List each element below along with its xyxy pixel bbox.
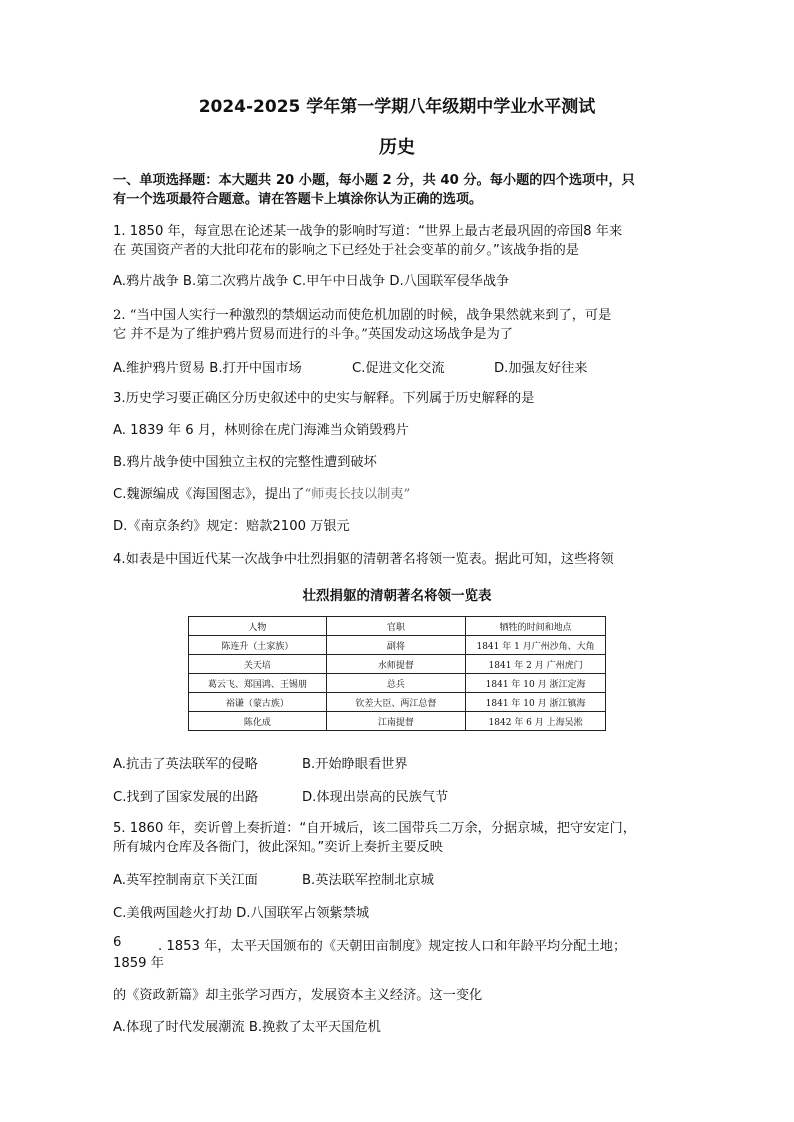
q5-stem-line-1: 5. 1860 年，奕䜣曾上奏折道：“自开城后，该二国带兵二万余，分据京城，把守安定门， <box>113 821 636 836</box>
q3-stem: 3.历史学习要正确区分历史叙述中的史实与解释。下列属于历史解释的是 <box>113 391 535 406</box>
table-cell: 1842 年 6 月 上海吴淞 <box>466 712 606 731</box>
table-cell: 钦差大臣、两江总督 <box>326 693 465 712</box>
q3-option-c-text: C.魏源编成《海国图志》，提出了 <box>113 487 305 502</box>
q4-option-a: A.抗击了英法联军的侵略 <box>113 757 258 772</box>
table-cell: 1841 年 2 月 广州虎门 <box>466 655 606 674</box>
q6-stem-line-1: . 1853 年，太平天国颁布的《天朝田亩制度》规定按人口和年龄平均分配土地； <box>158 939 627 954</box>
section-instructions-line-2: 有一个选项最符合题意。请在答题卡上填涂你认为正确的选项。 <box>113 192 483 207</box>
table-row <box>189 674 606 693</box>
table-cell: 裕谦（蒙古族） <box>189 693 327 712</box>
q2-option-c: C.促进文化交流 <box>352 361 445 376</box>
table-cell: 副将 <box>326 636 465 655</box>
table-cell: 总兵 <box>326 674 465 693</box>
q4-option-b: B.开始睁眼看世界 <box>302 757 408 772</box>
q6-options: A.体现了时代发展潮流 B.挽救了太平天国危机 <box>113 1020 381 1035</box>
exam-title: 2024-2025 学年第一学期八年级期中学业水平测试 <box>198 97 596 117</box>
q4-option-d: D.体现出崇高的民族气节 <box>302 790 449 805</box>
q1-stem-line-1: 1. 1850 年，每宣思在论述某一战争的影响时写道：“世界上最古老最巩固的帝国8 年来 <box>113 224 623 239</box>
table-cell: 陈连升（土家族） <box>189 636 327 655</box>
table-cell: 江南提督 <box>326 712 465 731</box>
table-cell: 陈化成 <box>189 712 327 731</box>
q5-option-b: B.英法联军控制北京城 <box>302 873 434 888</box>
table-header-row <box>189 617 606 636</box>
q3-option-c <box>113 485 698 504</box>
q6-stem-line-2: 1859 年 <box>113 956 164 971</box>
q4-option-c: C.找到了国家发展的出路 <box>113 790 259 805</box>
table-cell: 1841 年 1 月广州沙角、大角 <box>466 636 606 655</box>
q2-stem-line-2: 它 并不是为了维护鸦片贸易而进行的斗争。”英国发动这场战争是为了 <box>113 327 513 342</box>
subject-title: 历史 <box>379 137 415 158</box>
generals-table <box>188 616 606 731</box>
q1-stem-line-2: 在 英国资产者的大批印花布的影响之下已经处于社会变革的前夕。”该战争指的是 <box>113 243 579 258</box>
q3-option-a: A. 1839 年 6 月，林则徐在虎门海滩当众销毁鸦片 <box>113 423 409 438</box>
q6-stem-line-3: 的《资政新篇》却主张学习西方，发展资本主义经济。这一变化 <box>113 988 483 1003</box>
table-row <box>189 712 606 731</box>
q3-option-d: D.《南京条约》规定：赔款2100 万银元 <box>113 519 350 534</box>
q5-stem-line-2: 所有城内仓库及各衙门，彼此深知。”奕䜣上奏折主要反映 <box>113 840 443 855</box>
table-header-cell: 人物 <box>189 617 327 636</box>
q2-option-d: D.加强友好往来 <box>494 361 588 376</box>
table-cell: 葛云飞、郑国鸿、王锡朋 <box>189 674 327 693</box>
table-cell: 水师提督 <box>326 655 465 674</box>
q3-option-b: B.鸦片战争使中国独立主权的完整性遭到破坏 <box>113 455 377 470</box>
table-cell: 1841 年 10 月 浙江镇海 <box>466 693 606 712</box>
q3-option-c-quote: “师夷长技以制夷” <box>304 487 411 502</box>
table-header-cell: 牺牲的时间和地点 <box>466 617 606 636</box>
table-header-cell: 官职 <box>326 617 465 636</box>
table-cell: 1841 年 10 月 浙江定海 <box>466 674 606 693</box>
table-row <box>189 655 606 674</box>
table-row <box>189 636 606 655</box>
q6-number: 6 <box>113 935 122 950</box>
q4-stem: 4.如表是中国近代某一次战争中壮烈捐躯的清朝著名将领一览表。据此可知，这些将领 <box>113 552 614 567</box>
table-cell: 关天培 <box>189 655 327 674</box>
section-instructions-line-1: 一、单项选择题：本大题共 20 小题，每小题 2 分，共 40 分。每小题的四个选项中，只 <box>113 173 635 188</box>
q2-options-ab: A.维护鸦片贸易 B.打开中国市场 <box>113 361 302 376</box>
q1-options: A.鸦片战争 B.第二次鸦片战争 C.甲午中日战争 D.八国联军侵华战争 <box>113 274 510 289</box>
q2-stem-line-1: 2. “当中国人实行一种激烈的禁烟运动而使危机加剧的时候，战争果然就来到了，可是 <box>113 308 612 323</box>
q4-table-title: 壮烈捐躯的清朝著名将领一览表 <box>302 588 492 604</box>
q5-option-a: A.英军控制南京下关江面 <box>113 873 258 888</box>
q5-options-cd: C.美俄两国趁火打劫 D.八国联军占领紫禁城 <box>113 906 370 921</box>
table-row <box>189 693 606 712</box>
